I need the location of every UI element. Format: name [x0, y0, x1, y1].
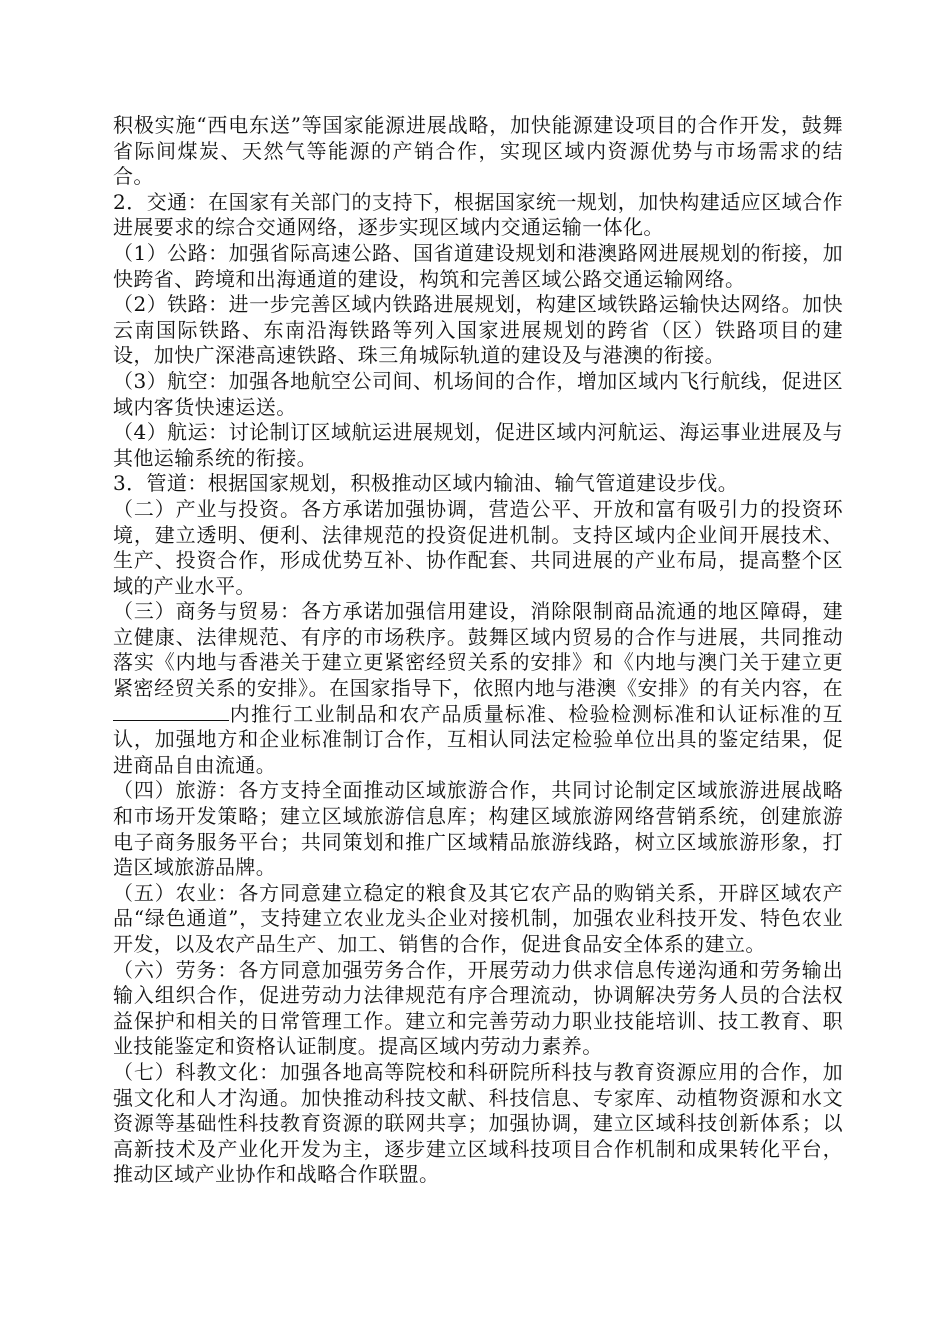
trade-text-after-blank: 内推行工业制品和农产品质量标准、检验检测标准和认证标准的互认，加强地方和企业标准制订合作，互相认同法定检验单位出具的鉴定结果，促进商品自由流通。 — [113, 701, 843, 777]
paragraph-transport: 2．交通：在国家有关部门的支持下，根据国家统一规划，加快构建适应区域合作进展要求的综合交通网络，逐步实现区域内交通运输一体化。 — [113, 189, 843, 240]
paragraph-science-education-culture: （七）科教文化：加强各地高等院校和科研院所科技与教育资源应用的合作，加强文化和人才沟通。加快推动科技文献、科技信息、专家库、动植物资源和水文资源等基础性科技教育资源的联网共享；加强协调，建立区域科技创新体系；以高新技术及产业化开发为主，逐步建立区域科技项目合作机制和成果转化平台，推动区域产业协作和战略合作联盟。 — [113, 1059, 843, 1187]
paragraph-railway: （2）铁路：进一步完善区域内铁路进展规划，构建区域铁路运输快达网络。加快云南国际铁路、东南沿海铁路等列入国家进展规划的跨省（区）铁路项目的建设，加快广深港高速铁路、珠三角城际轨道的建设及与港澳的衔接。 — [113, 292, 843, 368]
paragraph-labor: （六）劳务：各方同意加强劳务合作，开展劳动力供求信息传递沟通和劳务输出输入组织合作，促进劳动力法律规范有序合理流动，协调解决劳务人员的合法权益保护和相关的日常管理工作。建立和完善劳动力职业技能培训、技工教育、职业技能鉴定和资格认证制度。提高区域内劳动力素养。 — [113, 957, 843, 1059]
paragraph-aviation: （3）航空：加强各地航空公司间、机场间的合作，增加区域内飞行航线，促进区域内客货快速运送。 — [113, 368, 843, 419]
paragraph-industry-investment: （二）产业与投资。各方承诺加强协调，营造公平、开放和富有吸引力的投资环境，建立透明、便利、法律规范的投资促进机制。支持区域内企业间开展技术、生产、投资合作，形成优势互补、协作配套、共同进展的产业布局，提高整个区域的产业水平。 — [113, 496, 843, 598]
paragraph-energy: 积极实施“西电东送”等国家能源进展战略，加快能源建设项目的合作开发，鼓舞省际间煤炭、天然气等能源的产销合作，实现区域内资源优势与市场需求的结合。 — [113, 113, 843, 189]
paragraph-agriculture: （五）农业：各方同意建立稳定的粮食及其它农产品的购销关系，开辟区域农产品“绿色通道”，支持建立农业龙头企业对接机制，加强农业科技开发、特色农业开发，以及农产品生产、加工、销售的合作，促进食品安全体系的建立。 — [113, 880, 843, 956]
fill-in-blank — [113, 702, 229, 721]
paragraph-tourism: （四）旅游：各方支持全面推动区域旅游合作，共同讨论制定区域旅游进展战略和市场开发策略；建立区域旅游信息库；构建区域旅游网络营销系统，创建旅游电子商务服务平台；共同策划和推广区域精品旅游线路，树立区域旅游形象，打造区域旅游品牌。 — [113, 778, 843, 880]
paragraph-commerce-trade — [113, 599, 843, 778]
paragraph-pipeline: 3．管道：根据国家规划，积极推动区域内输油、输气管道建设步伐。 — [113, 471, 739, 496]
trade-text-before-blank: （三）商务与贸易：各方承诺加强信用建设，消除限制商品流通的地区障碍，建立健康、法律规范、有序的市场秩序。鼓舞区域内贸易的合作与进展，共同推动落实《内地与香港关于建立更紧密经贸关系的安排》和《内地与澳门关于建立更紧密经贸关系的安排》。在国家指导下，依照内地与港澳《安排》的有关内容，在 — [113, 599, 843, 701]
paragraph-shipping: （4）航运：讨论制订区域航运进展规划，促进区域内河航运、海运事业进展及与其他运输系统的衔接。 — [113, 420, 843, 470]
document-page — [113, 113, 843, 1188]
paragraph-highway: （1）公路：加强省际高速公路、国省道建设规划和港澳路网进展规划的衔接，加快跨省、跨境和出海通道的建设，构筑和完善区域公路交通运输网络。 — [113, 240, 843, 291]
